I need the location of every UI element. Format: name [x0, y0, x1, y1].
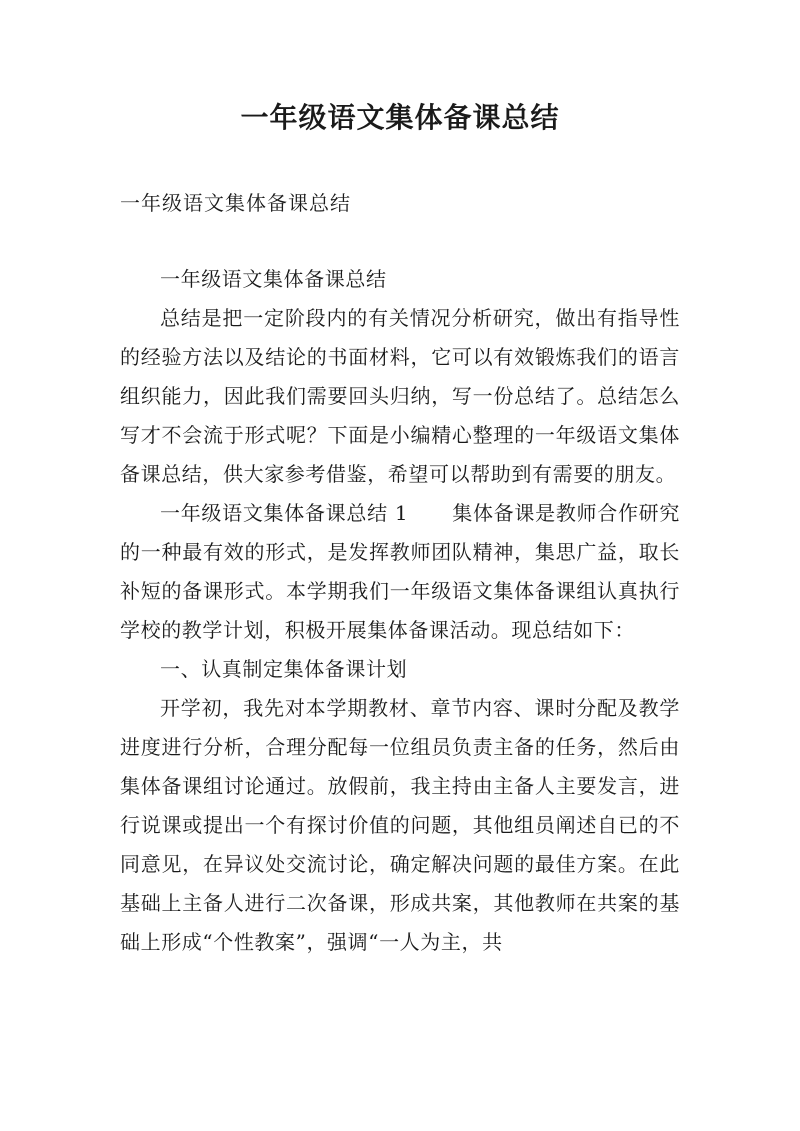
paragraph-body: 开学初，我先对本学期教材、章节内容、课时分配及教学进度进行分析，合理分配每一位组员负责主备的任务，然后由集体备课组讨论通过。放假前，我主持由主备人主要发言，进行说课或提出一个有探讨价值的问题，其他组员阐述自已的不同意见，在异议处交流讨论，确定解决问题的最佳方案。在此基础上主备人进行二次备课，形成共案，其他教师在共案的基础上形成“个性教案”，强调“一人为主，共: [120, 696, 680, 954]
paragraph-subheading: 一、认真制定集体备课计划: [160, 657, 408, 681]
document-subtitle: 一年级语文集体备课总结: [120, 191, 351, 215]
paragraph-intro: 总结是把一定阶段内的有关情况分析研究，做出有指导性的经验方法以及结论的书面材料，它可以有效锻炼我们的语言组织能力，因此我们需要回头归纳，写一份总结了。总结怎么写才不会流于形式呢？下面是小编精心整理的一年级语文集体备课总结，供大家参考借鉴，希望可以帮助到有需要的朋友。: [120, 306, 680, 486]
section-heading: 一年级语文集体备课总结 1: [160, 501, 409, 525]
document-body: [120, 260, 680, 962]
paragraph-heading: 一年级语文集体备课总结: [160, 267, 387, 291]
page-title: 一年级语文集体备课总结: [240, 101, 560, 134]
paragraph-section-1: [120, 494, 680, 650]
section-text: 集体备课是教师合作研究的一种最有效的形式，是发挥教师团队精神，集思广益，取长补短的备课形式。本学期我们一年级语文集体备课组认真执行学校的教学计划，积极开展集体备课活动。现总结如下：: [120, 501, 680, 642]
